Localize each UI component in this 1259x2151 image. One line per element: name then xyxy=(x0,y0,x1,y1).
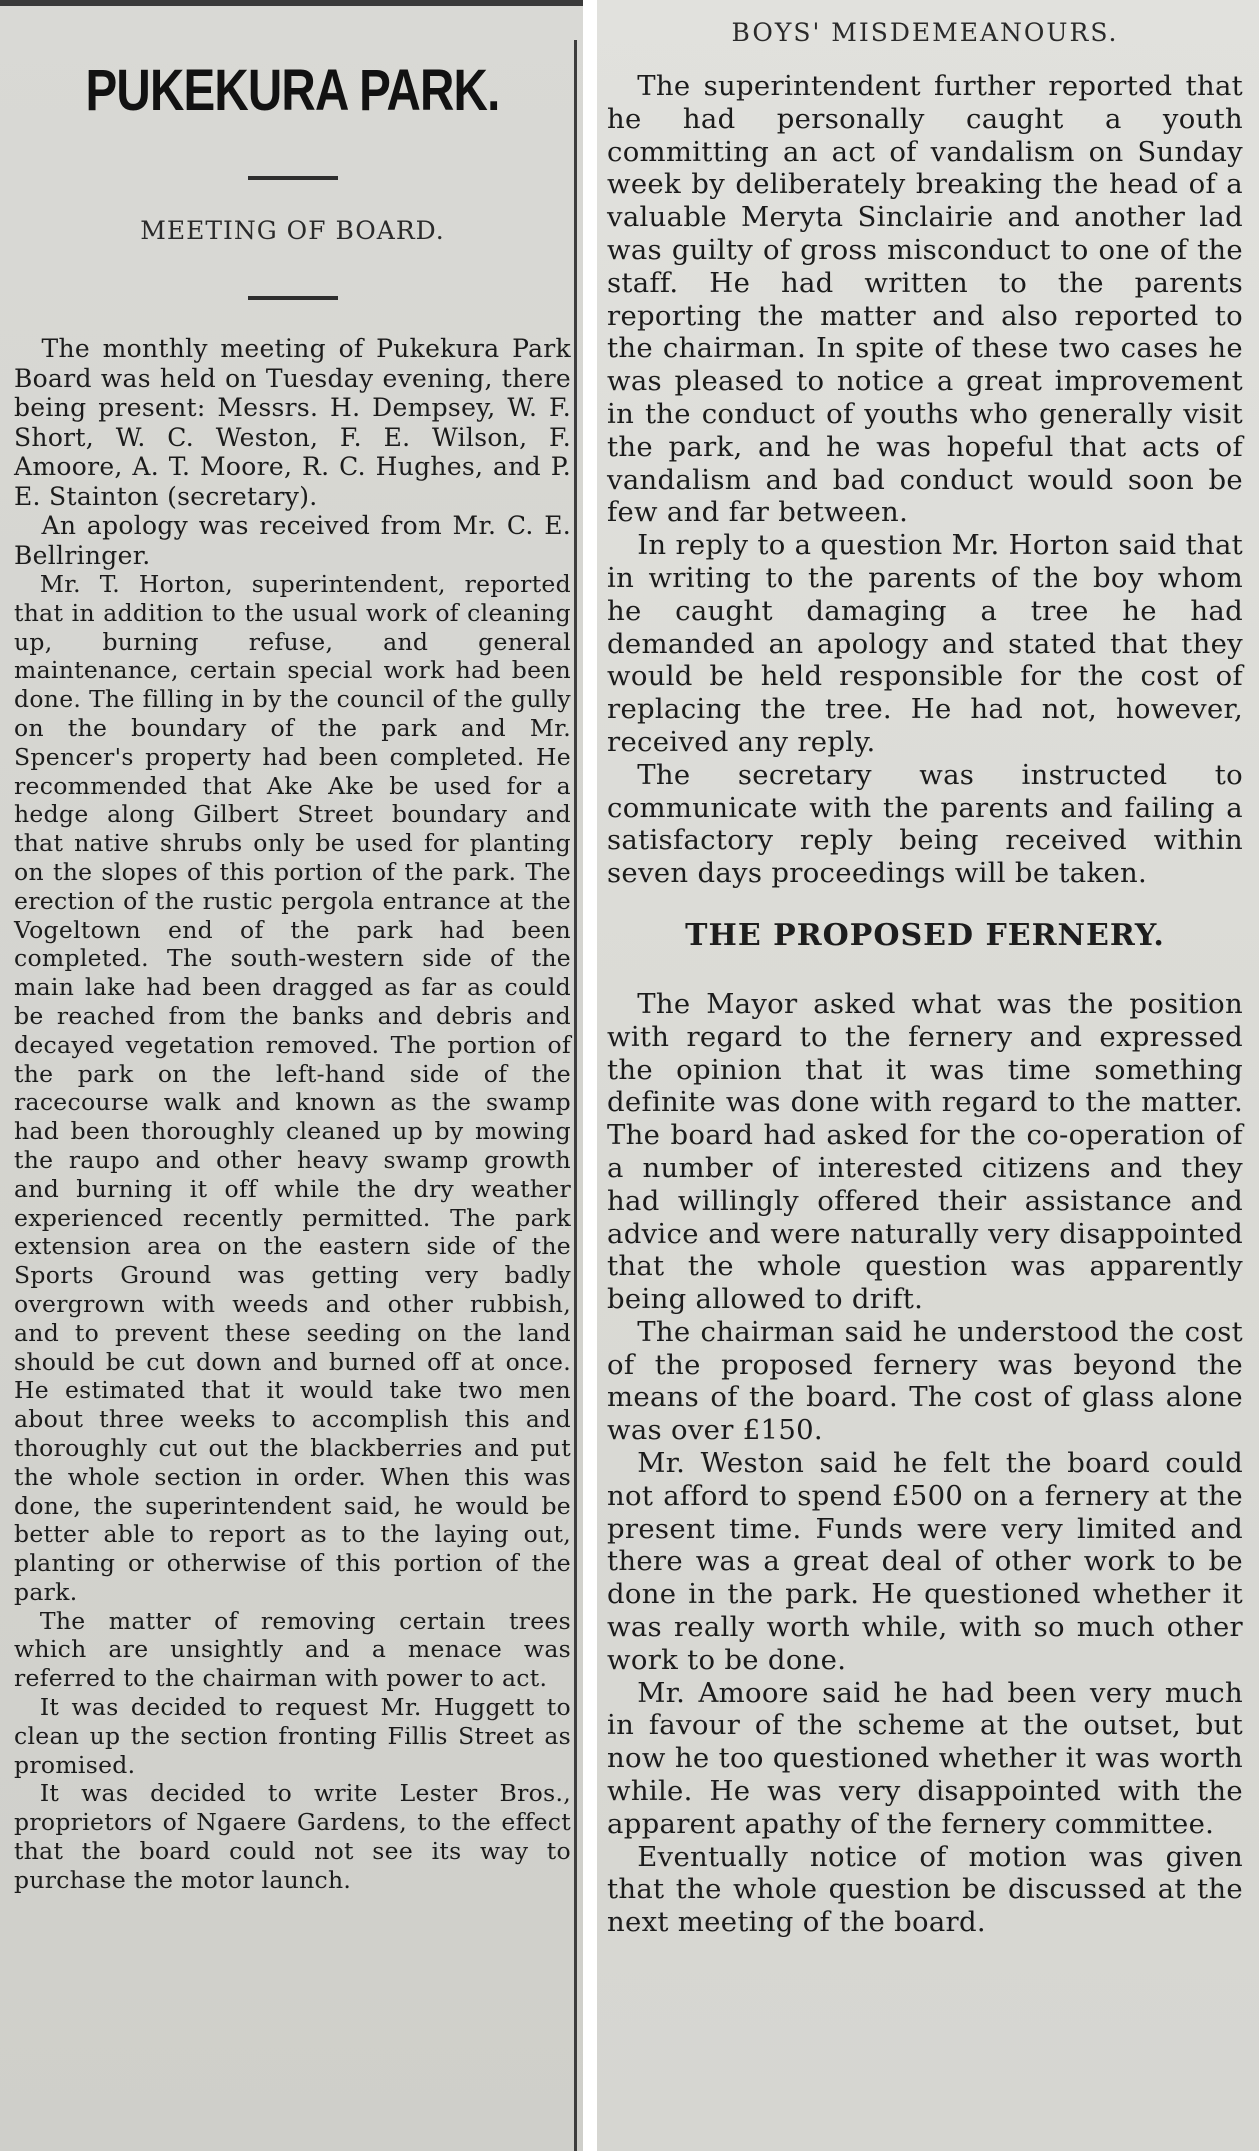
section-heading-boys-misdemeanours: BOYS' MISDEMEANOURS. xyxy=(731,18,1119,47)
paragraph-mayor: The Mayor asked what was the position with regard to the fernery and expressed the opinion that it was time something definite was done with regard to the matter. The board had asked for the co-operation of a number of interested citizens and they had willingly offered their assistance and advice and were naturally very disappointed that the whole question was apparently being allowed to drift. xyxy=(607,987,1243,1316)
headline-divider xyxy=(248,176,338,180)
article-headline: PUKEKURA PARK. xyxy=(85,58,500,123)
paragraph-secretary-instructed: The secretary was instructed to communicate with the parents and failing a satisfactory reply being received within seven days proceedings will be taken. xyxy=(607,758,1243,890)
paragraph-amoore: Mr. Amoore said he had been very much in favour of the scheme at the outset, but now he too questioned whether it was worth while. He was very disappointed with the apparent apathy of the fernery committee. xyxy=(607,1676,1243,1840)
column-rule xyxy=(574,40,577,2151)
paragraph-attendance: The monthly meeting of Pukekura Park Board was held on Tuesday evening, there being present: Messrs. H. Dempsey, W. F. Short, W. C. Weston, F. E. Wilson, F. Amoore, A. T. Moore, R. C. Hughes, and P. E. Stainton (secretary). xyxy=(14,334,571,511)
paragraph-notice-of-motion: Eventually notice of motion was given that the whole question be discussed at the next meeting of the board. xyxy=(607,1840,1243,1939)
paragraph-huggett: It was decided to request Mr. Huggett to clean up the section fronting Fillis Street as promised. xyxy=(14,1693,571,1779)
paragraph-trees: The matter of removing certain trees which are unsightly and a menace was referred to the chairman with power to act. xyxy=(14,1606,571,1693)
section-heading-proposed-fernery: THE PROPOSED FERNERY. xyxy=(685,917,1165,953)
paragraph-weston: Mr. Weston said he felt the board could not afford to spend £500 on a fernery at the present time. Funds were very limited and there was a great deal of other work to be done in the park. He questioned whether it was really worth while, with so much other work to be done. xyxy=(607,1447,1243,1676)
article-subheading: MEETING OF BOARD. xyxy=(140,216,445,245)
paragraph-lester-bros: It was decided to write Lester Bros., proprietors of Ngaere Gardens, to the effect that the board could not see its way to purchase the motor launch. xyxy=(14,1779,571,1894)
paragraph-superintendent-report: Mr. T. Horton, superintendent, reported that in addition to the usual work of cleaning up, burning refuse, and general maintenance, certain special work had been done. The filling in by the council of the gully on the boundary of the park and Mr. Spencer's property had been completed. He recommended that Ake Ake be used for a hedge along Gilbert Street boundary and that native shrubs only be used for planting on the slopes of this portion of the park. The erection of the rustic pergola entrance at the Vogeltown end of the park had been completed. The south-western side of the main lake had been dragged as far as could be reached from the banks and debris and decayed vegetation removed. The portion of the park on the left-hand side of the racecourse walk and known as the swamp had been thoroughly cleaned up by mowing the raupo and other heavy swamp growth and burning it off while the dry weather experienced recently permitted. The park extension area on the eastern side of the Sports Ground was getting very badly overgrown with weeds and other rubbish, and to prevent these seeding on the land should be cut down and burned off at once. He estimated that it would take two men about three weeks to accomplish this and thoroughly cut out the blackberries and put the whole section in order. When this was done, the superintendent said, he would be better able to report as to the laying out, planting or otherwise of this portion of the park. xyxy=(14,570,571,1606)
paragraph-vandalism: The superintendent further reported that he had personally caught a youth committing an act of vandalism on Sunday week by deliberately breaking the head of a valuable Meryta Sinclairie and another lad was guilty of gross misconduct to one of the staff. He had written to the parents reporting the matter and also reported to the chairman. In spite of these two cases he was pleased to notice a great improvement in the conduct of youths who generally visit the park, and he was hopeful that acts of vandalism and bad conduct would soon be few and far between. xyxy=(607,70,1243,529)
column-gutter xyxy=(583,0,597,2151)
paragraph-chairman-cost: The chairman said he understood the cost of the proposed fernery was beyond the means of the board. The cost of glass alone was over £150. xyxy=(607,1315,1243,1447)
paragraph-horton-reply: In reply to a question Mr. Horton said that in writing to the parents of the boy whom he caught damaging a tree he had demanded an apology and stated that they would be held responsible for the cost of replacing the tree. He had not, however, received any reply. xyxy=(607,529,1243,758)
right-column xyxy=(597,0,1259,2151)
left-column xyxy=(0,0,583,2151)
paragraph-apology: An apology was received from Mr. C. E. Bellringer. xyxy=(14,511,571,570)
subheading-divider xyxy=(248,296,338,300)
